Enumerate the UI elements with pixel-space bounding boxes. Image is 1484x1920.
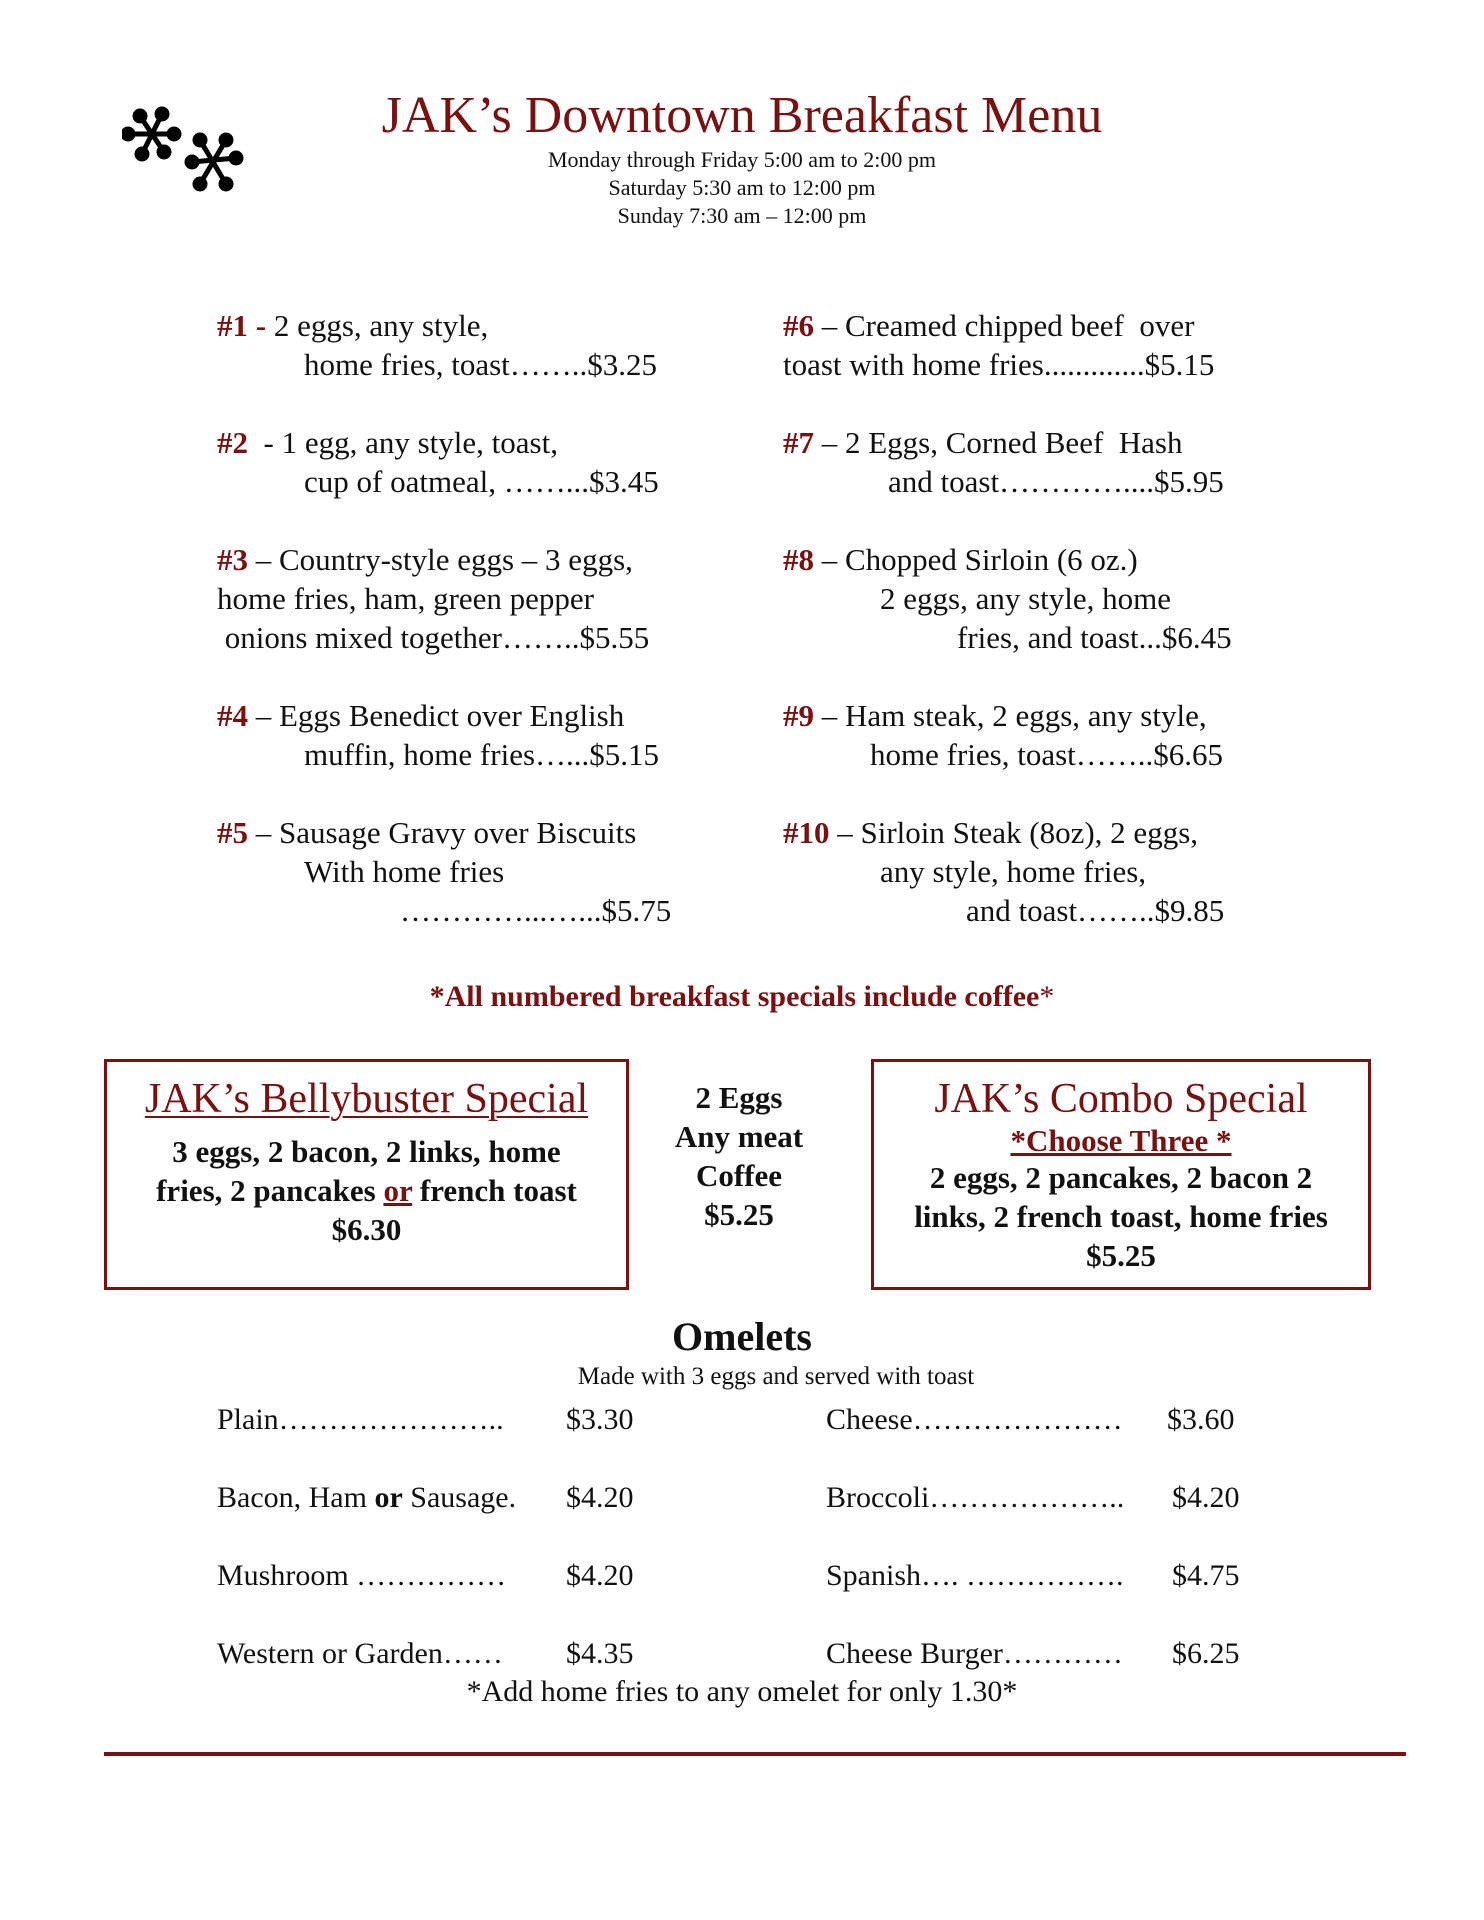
omelet-broccoli-price: $4.20 (1172, 1481, 1240, 1514)
omelets-subtitle: Made with 3 eggs and served with toast (577, 1363, 975, 1390)
special-3: #3 – Country-style eggs – 3 eggs, (217, 542, 633, 577)
hours-sunday: Sunday 7:30 am – 12:00 pm (617, 203, 867, 228)
special-7-line2: and toast…………....$5.95 (888, 464, 1224, 499)
special-8-line3: fries, and toast...$6.45 (957, 620, 1232, 655)
special-10-line2: any style, home fries, (880, 854, 1147, 889)
coffee-note: *All numbered breakfast specials include coffee* (429, 980, 1055, 1013)
menu-title: JAK’s Downtown Breakfast Menu (381, 87, 1103, 144)
special-2: #2 - 1 egg, any style, toast, (217, 425, 558, 460)
special-3-line3: onions mixed together……..$5.55 (217, 620, 650, 655)
omelet-plain: Plain………………….. (217, 1403, 504, 1436)
special-2-line2: cup of oatmeal, ……...$3.45 (304, 464, 659, 499)
omelet-plain-price: $3.30 (566, 1403, 634, 1436)
special-8: #8 – Chopped Sirloin (6 oz.) (783, 542, 1138, 577)
bellybuster-box (104, 1059, 629, 1290)
combo-title: JAK’s Combo Special (934, 1076, 1308, 1122)
special-9: #9 – Ham steak, 2 eggs, any style, (783, 698, 1207, 733)
omelet-cheese: Cheese………………… (826, 1403, 1123, 1436)
special-7: #7 – 2 Eggs, Corned Beef Hash (783, 425, 1183, 460)
omelet-mushroom-price: $4.20 (566, 1559, 634, 1592)
special-6: #6 – Creamed chipped beef over (783, 308, 1195, 343)
bellybuster-title: JAK’s Bellybuster Special (144, 1076, 589, 1122)
special-8-line2: 2 eggs, any style, home (880, 581, 1172, 616)
omelet-bacon-price: $4.20 (566, 1481, 634, 1514)
combo-line1: 2 eggs, 2 pancakes, 2 bacon 2 (929, 1160, 1313, 1195)
hours-weekday: Monday through Friday 5:00 am to 2:00 pm (547, 147, 937, 172)
home-fries-addon-note: *Add home fries to any omelet for only 1.30* (466, 1675, 1018, 1708)
omelet-western-price: $4.35 (566, 1637, 634, 1670)
omelet-bacon-ham-sausage: Bacon, Ham or Sausage. (217, 1481, 517, 1514)
bellybuster-line1: 3 eggs, 2 bacon, 2 links, home (172, 1134, 561, 1169)
omelet-spanish-price: $4.75 (1172, 1559, 1240, 1592)
special-10-line3: and toast……..$9.85 (966, 893, 1225, 928)
omelet-spanish: Spanish…. ……………. (826, 1559, 1124, 1592)
omelet-western-garden: Western or Garden…… (217, 1637, 503, 1670)
hours-saturday: Saturday 5:30 am to 12:00 pm (608, 175, 876, 200)
special-4: #4 – Eggs Benedict over English (217, 698, 625, 733)
bellybuster-line2: fries, 2 pancakes or french toast (156, 1173, 577, 1208)
omelet-cheese-price: $3.60 (1167, 1403, 1235, 1436)
omelet-broccoli: Broccoli……………….. (826, 1481, 1125, 1514)
bottom-divider (104, 1752, 1406, 1756)
special-1: #1 - 2 eggs, any style, (217, 308, 489, 343)
omelet-cheese-burger-price: $6.25 (1172, 1637, 1240, 1670)
combo-box (871, 1059, 1371, 1290)
omelet-mushroom: Mushroom …………… (217, 1559, 507, 1592)
bellybuster-price: $6.30 (331, 1212, 402, 1247)
special-5-line2: With home fries (304, 854, 505, 889)
special-9-line2: home fries, toast……..$6.65 (870, 737, 1224, 772)
omelets-heading: Omelets (672, 1314, 812, 1359)
special-4-line2: muffin, home fries…...$5.15 (304, 737, 660, 772)
eggs-meat-coffee-special: 2 Eggs Any meat Coffee $5.25 (674, 1080, 804, 1232)
omelet-cheese-burger: Cheese Burger………… (826, 1637, 1123, 1670)
special-3-line2: home fries, ham, green pepper (217, 581, 595, 616)
combo-line2: links, 2 french toast, home fries (914, 1199, 1328, 1234)
special-1-line2: home fries, toast……..$3.25 (304, 347, 658, 382)
combo-choose: *Choose Three * (1010, 1123, 1232, 1158)
combo-price: $5.25 (1086, 1238, 1156, 1273)
special-10: #10 – Sirloin Steak (8oz), 2 eggs, (783, 815, 1199, 850)
special-5-line3: …………...…...$5.75 (400, 893, 672, 928)
special-5: #5 – Sausage Gravy over Biscuits (217, 815, 637, 850)
special-6-line2: toast with home fries.............$5.15 (783, 347, 1215, 382)
